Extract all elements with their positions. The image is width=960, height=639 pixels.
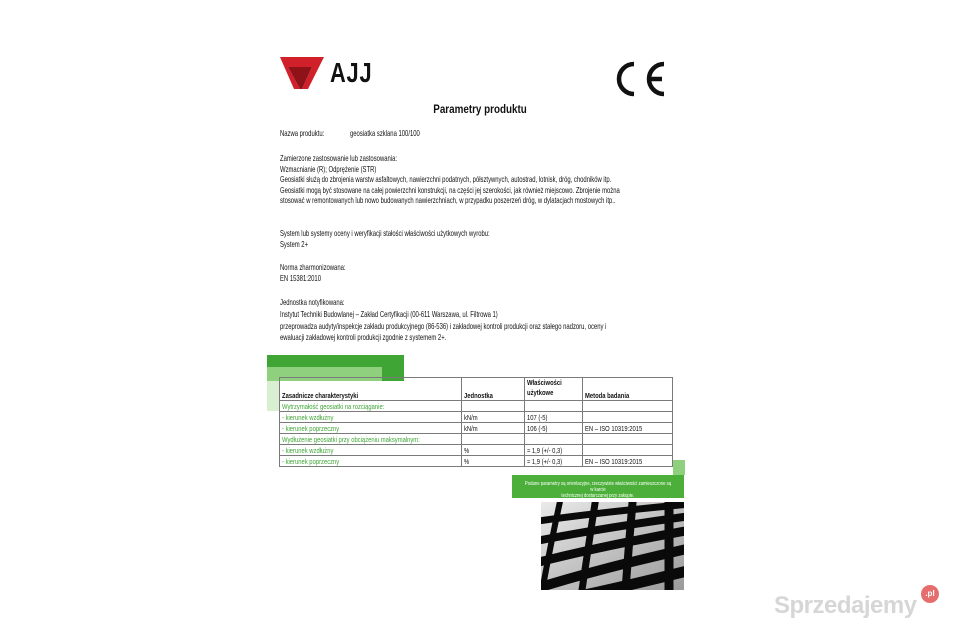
row-method [583,445,673,456]
table-row [280,456,673,467]
row-value: 106 (-5) [524,423,583,434]
company-logo [278,55,378,91]
row-value: ≈ 1,9 (+/- 0,3) [524,456,583,467]
green-accent-right [673,460,685,475]
table-group-row [280,434,673,445]
logo-text: AJJ [330,57,373,88]
norm-heading: Norma zharmonizowana: [280,263,346,272]
use-line-4: stosować w remontowanych lub nowo budowanych nawierzchniach, w przypadku poszerzeń dróg, w dylatacjach mostowych itp.. [280,196,616,205]
row-name: - kierunek poprzeczny [280,423,462,434]
parameters-table [279,377,673,467]
table-row [280,445,673,456]
note-line-1: Podane parametry są orientacyjne, rzeczywiste właściwości zamieszczone są w karcie [524,481,672,493]
product-name-value: geosiatka szklana 100/100 [350,129,420,138]
table-row [280,412,673,423]
notified-body-line-1: Instytut Techniki Budowlanej – Zakład Certyfikacji (00-611 Warszawa, ul. Filtrowa 1) [280,310,498,319]
row-unit: kN/m [461,423,524,434]
group-label: Wydłużenie geosiatki przy obciążeniu maksymalnym: [280,434,462,445]
notified-body-line-3: ewaluacji zakładowej kontroli produkcji zgodnie z systemem 2+. [280,333,447,342]
table-header-row [280,378,673,401]
norm-value: EN 15381:2010 [280,274,321,283]
system-heading: System lub systemy oceny i weryfikacji stałości właściwości użytkowych wyrobu: [280,229,490,238]
table-row [280,423,673,434]
use-line-1: Wzmacnianie (R); Odprężenie (STR) [280,165,377,174]
use-heading: Zamierzone zastosowanie lub zastosowania: [280,154,397,163]
row-unit: kN/m [461,412,524,423]
row-value: 107 (-5) [524,412,583,423]
column-header: Metoda badania [583,378,673,401]
watermark-badge: .pl [921,585,939,603]
use-line-3: Geosiatki mogą być stosowane na całej powierzchni konstrukcji, na części jej szerokości, jak również miejscowo. Zbrojenie można [280,186,620,195]
row-method: EN – ISO 10319:2015 [583,456,673,467]
group-label: Wytrzymałość geosiatki na rozciąganie: [280,401,462,412]
row-name: - kierunek wzdłużny [280,445,462,456]
row-name: - kierunek wzdłużny [280,412,462,423]
product-name-label: Nazwa produktu: [280,129,325,138]
row-unit: % [461,456,524,467]
watermark-text: Sprzedajemy [774,592,917,619]
column-header: Właściwości użytkowe [524,378,583,401]
row-method: EN – ISO 10319:2015 [583,423,673,434]
row-unit: % [461,445,524,456]
row-name: - kierunek poprzeczny [280,456,462,467]
green-accent-strip [267,381,279,411]
table-group-row [280,401,673,412]
notified-body-heading: Jednostka notyfikowana: [280,298,345,307]
row-value: ≈ 1,9 (+/- 0,3) [524,445,583,456]
note-line-2: technicznej dostarczanej przy zakupie. [561,493,635,499]
column-header: Zasadnicze charakterystyki [280,378,462,401]
system-value: System 2+ [280,240,309,249]
ce-mark-icon [608,60,668,98]
disclaimer-note [512,475,684,498]
geogrid-photo [541,502,684,590]
logo-mark-icon [278,55,326,91]
document-title: Parametry produktu [433,102,527,116]
row-method [583,412,673,423]
notified-body-line-2: przeprowadza audyty/inspekcje zakładu produkcyjnego (86-536) i zakładowej kontroli produkcji oraz stałego nadzoru, oceny i [280,322,607,331]
column-header: Jednostka [461,378,524,401]
use-line-2: Geosiatki służą do zbrojenia warstw asfaltowych, nawierzchni podatnych, półsztywnych, autostrad, lotnisk, dróg, chodników itp. [280,175,612,184]
